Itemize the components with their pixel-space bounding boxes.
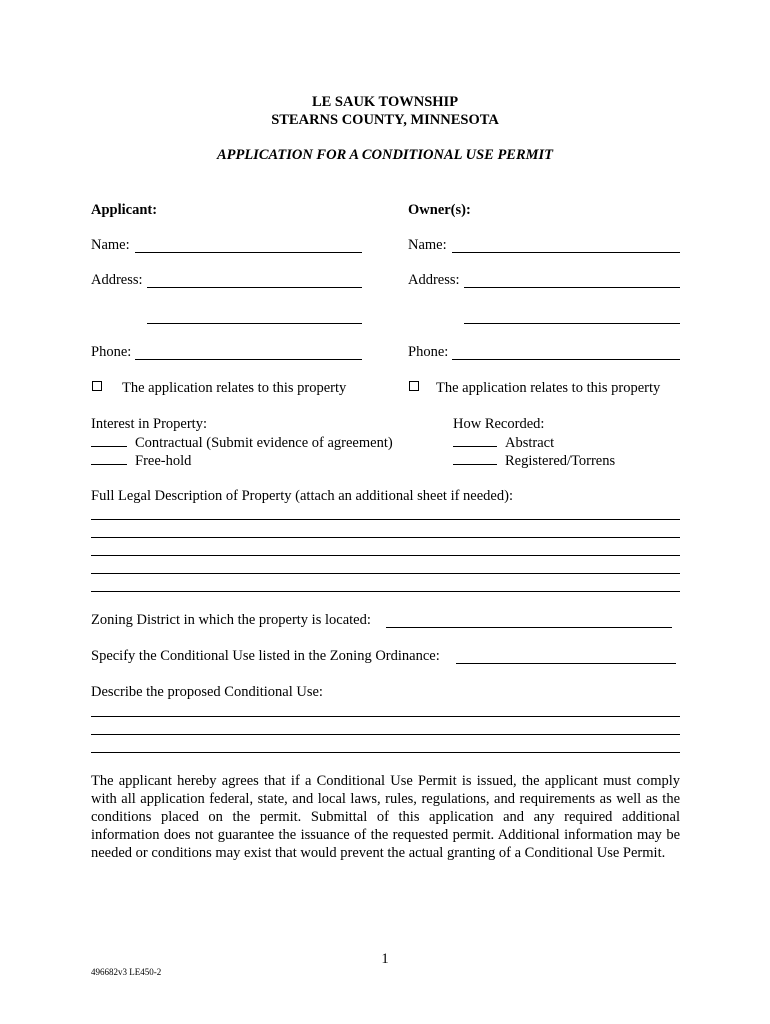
- describe-use-line[interactable]: [91, 718, 680, 735]
- applicant-phone-label: Phone:: [91, 344, 132, 360]
- legal-description-label: Full Legal Description of Property (attach an additional sheet if needed):: [91, 488, 513, 504]
- township-title: LE SAUK TOWNSHIP: [311, 94, 459, 110]
- owner-address-field[interactable]: [464, 271, 680, 288]
- legal-description-line[interactable]: [91, 557, 680, 574]
- applicant-property-checkbox[interactable]: [92, 381, 102, 391]
- recorded-abstract-label: Abstract: [505, 435, 555, 451]
- applicant-address-label: Address:: [91, 272, 143, 288]
- conditional-use-field[interactable]: [456, 647, 676, 664]
- recorded-heading: How Recorded:: [453, 416, 545, 432]
- owner-property-checkbox[interactable]: [409, 381, 419, 391]
- applicant-phone-field[interactable]: [135, 343, 362, 360]
- interest-contractual-blank[interactable]: [91, 434, 127, 447]
- legal-description-line[interactable]: [91, 575, 680, 592]
- describe-use-label: Describe the proposed Conditional Use:: [91, 684, 323, 700]
- owner-phone-field[interactable]: [452, 343, 680, 360]
- legal-description-line[interactable]: [91, 503, 680, 520]
- zoning-district-label: Zoning District in which the property is located:: [91, 612, 371, 628]
- applicant-address-field[interactable]: [147, 271, 362, 288]
- interest-freehold-label: Free-hold: [135, 453, 192, 469]
- interest-contractual-label: Contractual (Submit evidence of agreement): [135, 435, 393, 451]
- conditional-use-label: Specify the Conditional Use listed in the Zoning Ordinance:: [91, 648, 440, 664]
- applicant-name-label: Name:: [91, 237, 130, 253]
- interest-freehold-blank[interactable]: [91, 452, 127, 465]
- agreement-paragraph: The applicant hereby agrees that if a Conditional Use Permit is issued, the applicant must comply with all application federal, state, and local laws, rules, regulations, and requirements as well as the conditions placed on the permit. Submittal of this application and any required additional information does not guarantee the issuance of the requested permit. Additional information may be needed or conditions may exist that would prevent the actual granting of a Conditional Use Permit.: [91, 773, 680, 861]
- interest-heading: Interest in Property:: [91, 416, 207, 432]
- recorded-option-torrens[interactable]: [453, 452, 615, 470]
- county-title: STEARNS COUNTY, MINNESOTA: [271, 112, 499, 128]
- page-number: 1: [381, 951, 389, 967]
- recorded-torrens-label: Registered/Torrens: [505, 453, 616, 469]
- describe-use-line[interactable]: [91, 736, 680, 753]
- applicant-address-line2-field[interactable]: [147, 307, 362, 324]
- recorded-abstract-blank[interactable]: [453, 434, 497, 447]
- applicant-property-checkbox-label: The application relates to this property: [122, 380, 347, 396]
- recorded-torrens-blank[interactable]: [453, 452, 497, 465]
- owner-property-checkbox-label: The application relates to this property: [436, 380, 661, 396]
- owner-address-label: Address:: [408, 272, 460, 288]
- interest-option-freehold[interactable]: [91, 452, 191, 470]
- zoning-district-field[interactable]: [386, 611, 672, 628]
- describe-use-line[interactable]: [91, 700, 680, 717]
- legal-description-line[interactable]: [91, 521, 680, 538]
- owner-phone-label: Phone:: [408, 344, 449, 360]
- owner-heading: Owner(s):: [408, 202, 471, 218]
- owner-name-field[interactable]: [452, 236, 680, 253]
- applicant-heading: Applicant:: [91, 202, 158, 218]
- applicant-name-field[interactable]: [135, 236, 362, 253]
- document-id: 496682v3 LE450-2: [91, 967, 162, 977]
- recorded-option-abstract[interactable]: [453, 434, 554, 452]
- interest-option-contractual[interactable]: [91, 434, 393, 452]
- legal-description-line[interactable]: [91, 539, 680, 556]
- owner-name-label: Name:: [408, 237, 447, 253]
- owner-address-line2-field[interactable]: [464, 307, 680, 324]
- form-title: APPLICATION FOR A CONDITIONAL USE PERMIT: [216, 147, 554, 163]
